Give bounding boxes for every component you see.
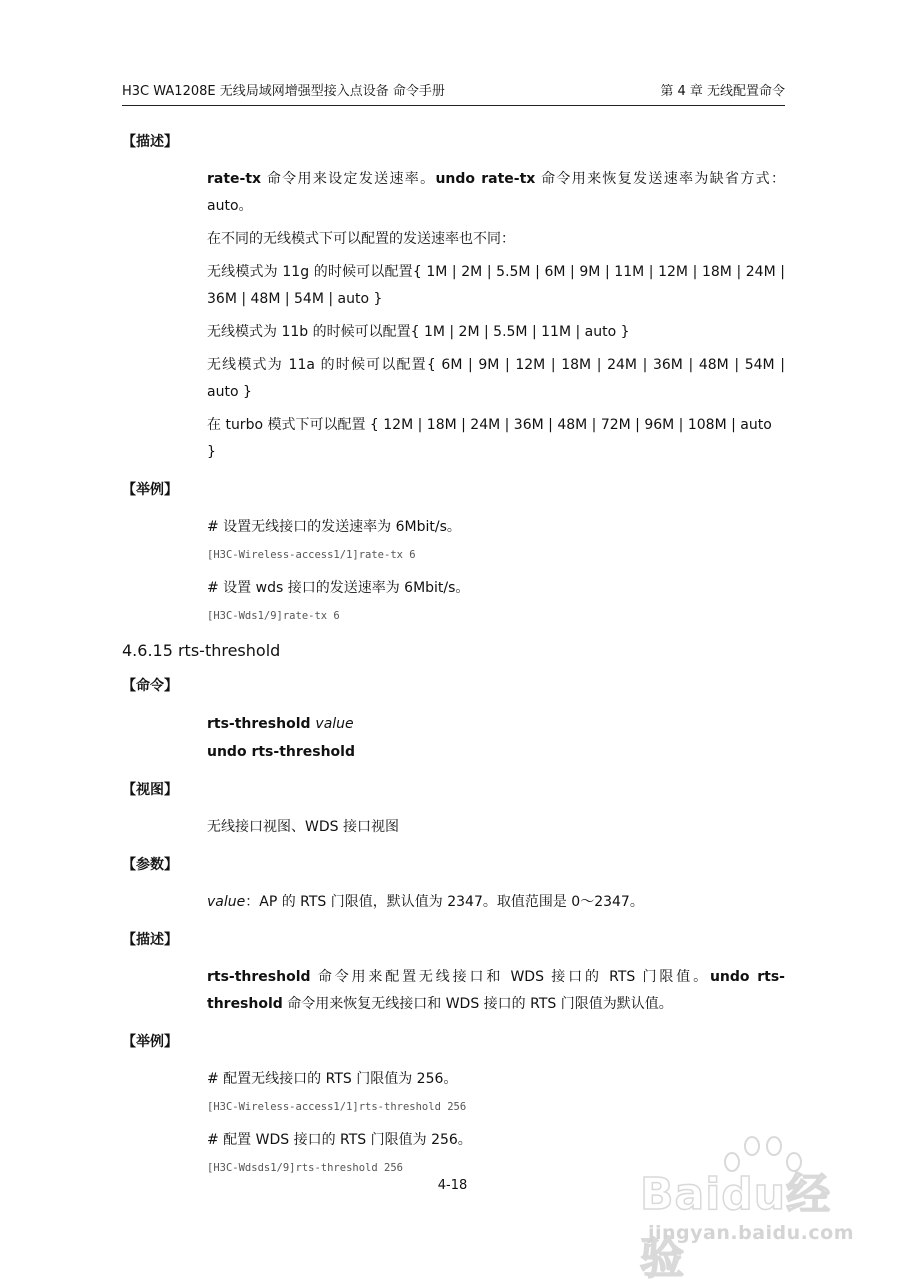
example-text: # 配置 WDS 接口的 RTS 门限值为 256。 [207,1132,472,1148]
description-block [207,166,785,466]
command-keyword: rts-threshold [207,969,311,985]
command-argument: value [315,716,354,732]
command-keyword: undo rate-tx [435,171,536,187]
view-text: 无线接口视图、WDS 接口视图 [207,819,399,835]
example-code: [H3C-Wireless-access1/1]rts-threshold 256 [207,1101,467,1113]
command-syntax [207,710,785,738]
command-keyword: rts-threshold [207,716,311,732]
description-line: 无线模式为 11b 的时候可以配置{ 1M | 2M | 5.5M | 11M | auto } [207,324,630,340]
description-line: 在 turbo 模式下可以配置 { 12M | 18M | 24M | 36M | 48M | 72M | 96M | 108M | auto } [207,417,772,460]
command-syntax-undo: undo rts-threshold [207,744,355,760]
page-header [122,84,785,106]
command-keyword: rate-tx [207,171,262,187]
section-label-parameters: 【参数】 [122,857,178,873]
command-block [207,710,785,766]
example-text: # 设置无线接口的发送速率为 6Mbit/s。 [207,519,461,535]
section-label-description: 【描述】 [122,932,178,948]
parameter-line [207,889,785,916]
section-label-command: 【命令】 [122,678,178,694]
page-content [122,132,785,1188]
header-title: H3C WA1208E 无线局域网增强型接入点设备 命令手册 [122,84,445,99]
description-line [207,166,785,220]
description-line: 无线模式为 11a 的时候可以配置{ 6M | 9M | 12M | 18M | 24M | 36M | 48M | 54M | auto } [207,357,785,400]
description-block [207,964,785,1018]
example-text: # 设置 wds 接口的发送速率为 6Mbit/s。 [207,580,470,596]
description-line: 在不同的无线模式下可以配置的发送速率也不同： [207,231,515,247]
page-number: 4-18 [437,1178,468,1193]
watermark-brand: Baidu经验 [640,1169,832,1284]
watermark-url: jingyan.baidu.com [648,1222,854,1244]
section-label-view: 【视图】 [122,782,178,798]
description-line: 无线模式为 11g 的时候可以配置{ 1M | 2M | 5.5M | 6M | 9M | 11M | 12M | 18M | 24M | 36M | 48M | 54M | auto } [207,264,785,307]
parameter-name: value [207,894,246,910]
section-label-description: 【描述】 [122,134,178,150]
command-keyword: undo rts-threshold [207,969,785,1012]
description-text: 命令用来恢复无线接口和 WDS 接口的 RTS 门限值为默认值。 [282,996,673,1012]
section-label-example: 【举例】 [122,1034,178,1050]
section-heading: 4.6.15 rts-threshold [122,641,281,660]
example-text: # 配置无线接口的 RTS 门限值为 256。 [207,1071,458,1087]
example-code: [H3C-Wds1/9]rate-tx 6 [207,610,340,622]
example-code: [H3C-Wireless-access1/1]rate-tx 6 [207,549,416,561]
parameter-text: ：AP 的 RTS 门限值，默认值为 2347。取值范围是 0～2347。 [245,894,644,910]
watermark [640,1140,870,1284]
description-text: 命令用来设定发送速率。 [261,171,436,187]
header-chapter: 第 4 章 无线配置命令 [660,84,785,99]
description-text: 命令用来配置无线接口和 WDS 接口的 RTS 门限值。 [310,969,710,985]
description-text: 命令用来恢复发送速率为缺省方式：auto。 [207,171,785,214]
section-label-example: 【举例】 [122,482,178,498]
example-block [207,514,785,624]
example-code: [H3C-Wdsds1/9]rts-threshold 256 [207,1162,403,1174]
